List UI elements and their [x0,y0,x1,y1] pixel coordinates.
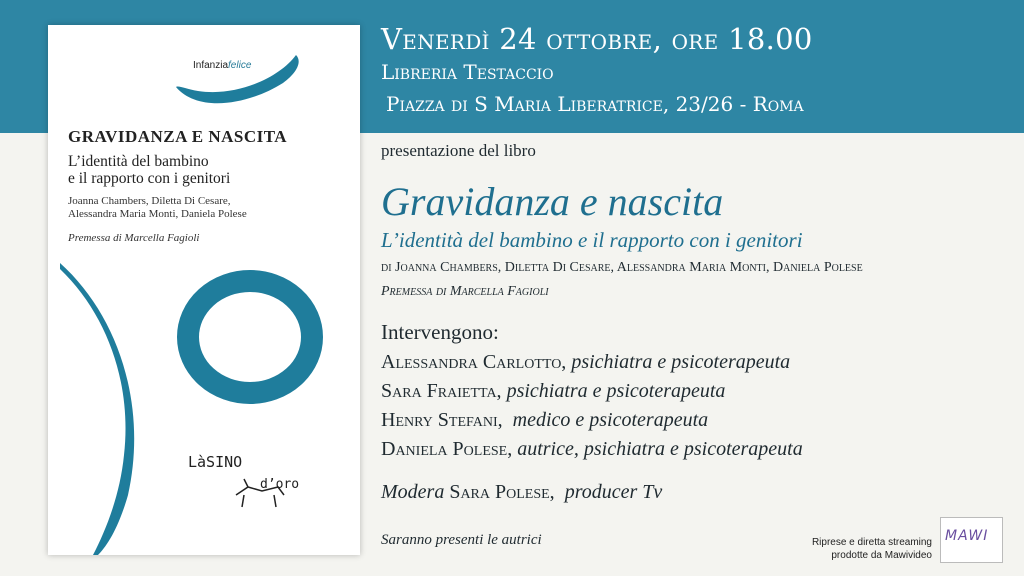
event-address: Piazza di S Maria Liberatrice, 23/26 - Roma [386,92,804,116]
cover-authors: Joanna Chambers, Diletta Di Cesare, Alessandra Maria Monti, Daniela Polese [68,195,247,220]
speakers-list [381,348,803,464]
cover-brush-art [48,25,360,555]
logo-text: MAWI [945,528,989,544]
authors-present-note: Saranno presenti le autrici [381,532,542,548]
ring-stroke [188,281,312,393]
publisher-logo: LàSINO [188,453,243,471]
moderator-line: Modera Sara Polese, producer Tv [381,481,663,503]
cover-premessa: Premessa di Marcella Fagioli [68,232,200,244]
left-arc-stroke [60,263,134,555]
series-logo: Infanziafelice [193,60,252,71]
book-subtitle: L’identità del bambino e il rapporto con i genitori [381,228,803,252]
speakers-heading: Intervengono: [381,320,499,344]
mawivideo-logo [940,517,1003,563]
event-venue: Libreria Testaccio [381,60,554,84]
speaker-item: Daniela Polese, autrice, psichiatra e psicoterapeuta [381,438,803,460]
event-date: Venerdì 24 ottobre, ore 18.00 [381,22,813,56]
speaker-item: Henry Stefani, medico e psicoterapeuta [381,409,709,431]
speaker-item: Alessandra Carlotto, psichiatra e psicoterapeuta [381,351,791,373]
publisher-logo-line2: d’oro [260,477,300,492]
presentation-intro: presentazione del libro [381,141,536,160]
book-premessa: Premessa di Marcella Fagioli [381,284,549,299]
streaming-credits: Riprese e diretta streaming prodotte da Mawivideo [811,537,932,561]
book-cover [48,25,360,555]
cover-subtitle: L’identità del bambino e il rapporto con i genitori [68,153,231,187]
speaker-item: Sara Fraietta, psichiatra e psicoterapeuta [381,380,726,402]
book-title: Gravidanza e nascita [381,179,724,224]
cover-title: GRAVIDANZA E NASCITA [68,127,288,146]
book-authors: di Joanna Chambers, Diletta Di Cesare, Alessandra Maria Monti, Daniela Polese [381,260,863,275]
